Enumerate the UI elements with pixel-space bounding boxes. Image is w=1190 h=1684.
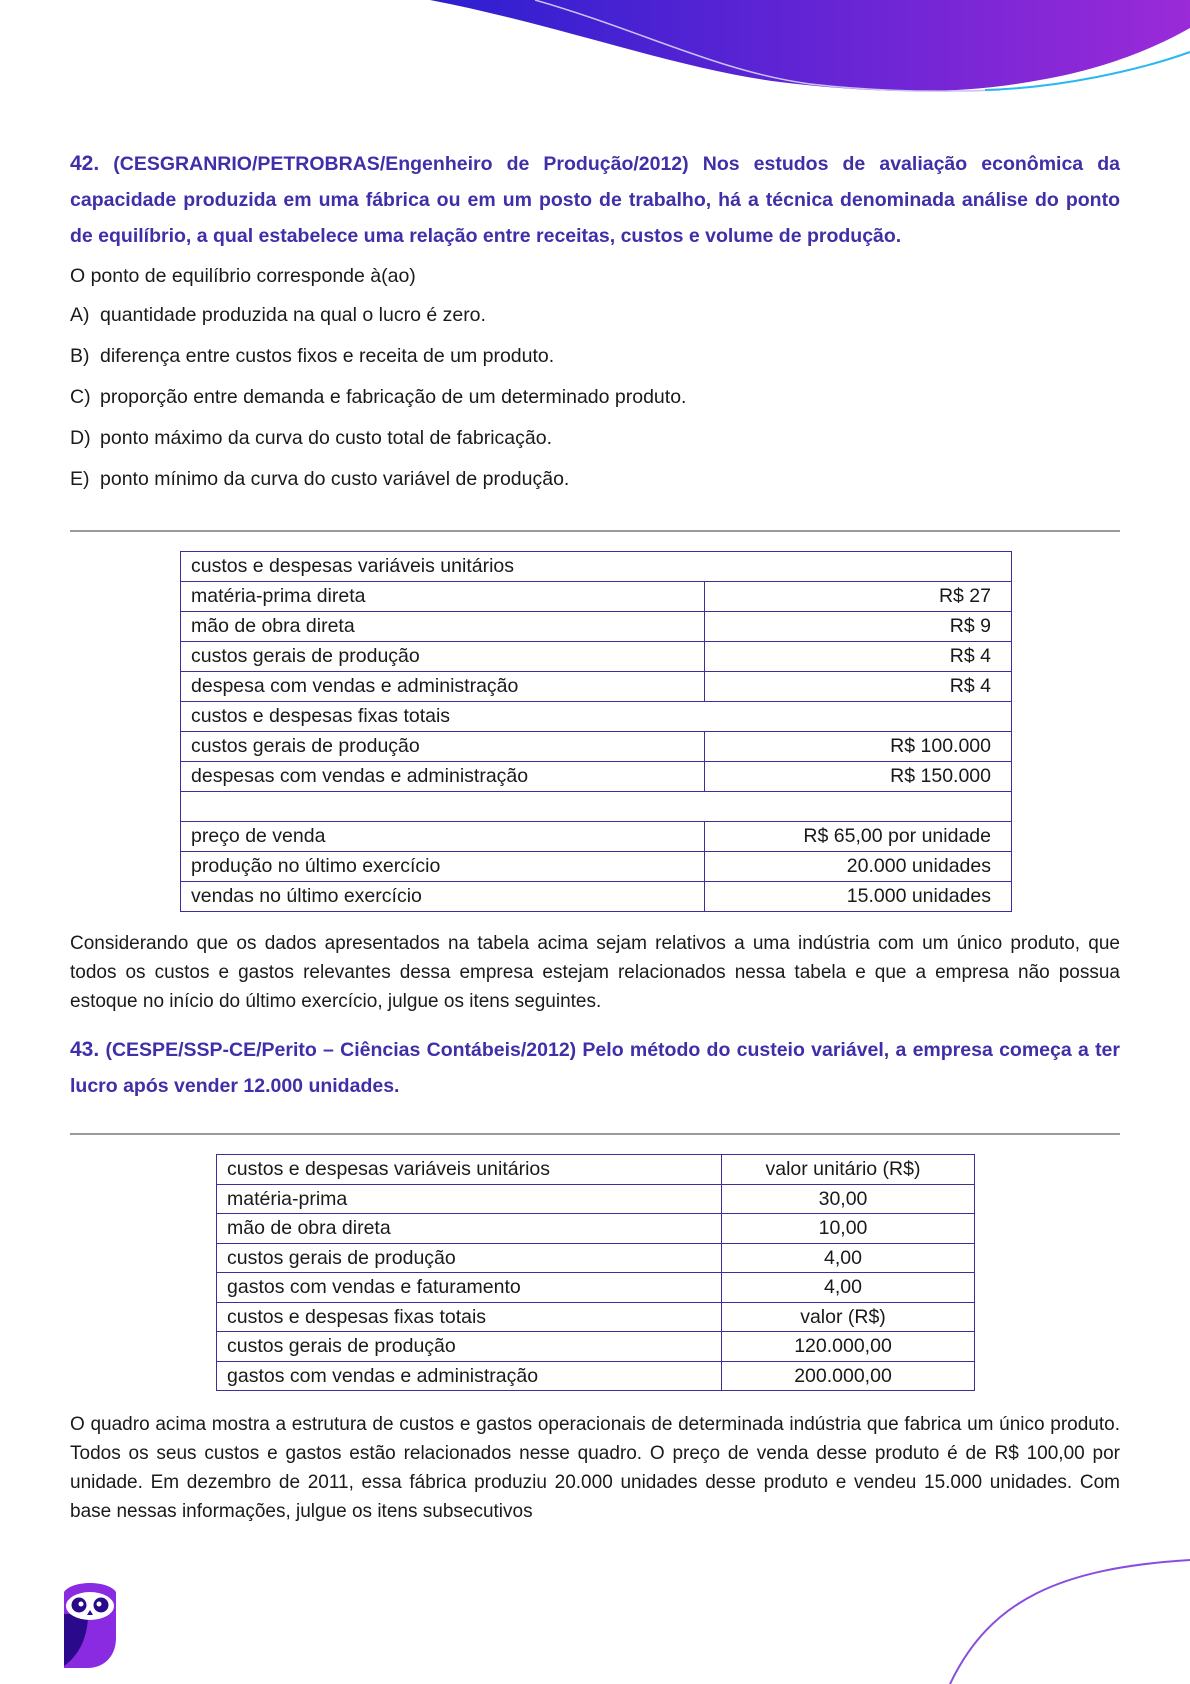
question-42-title	[70, 146, 1120, 254]
row-label: custos e despesas fixas totais	[181, 702, 1012, 732]
option-b[interactable]	[70, 345, 554, 368]
row-label	[181, 792, 1012, 822]
table-row	[217, 1155, 975, 1185]
row-label: mão de obra direta	[217, 1214, 722, 1244]
row-value: R$ 4	[705, 642, 1012, 672]
row-value: valor (R$)	[722, 1302, 975, 1332]
row-value: 4,00	[722, 1273, 975, 1303]
table-row	[217, 1332, 975, 1362]
row-label: despesas com vendas e administração	[181, 762, 705, 792]
section-divider	[70, 1133, 1120, 1135]
row-label: despesa com vendas e administração	[181, 672, 705, 702]
row-value: 120.000,00	[722, 1332, 975, 1362]
question-42-stem: O ponto de equilíbrio corresponde à(ao)	[70, 265, 416, 287]
row-label: custos gerais de produção	[181, 732, 705, 762]
table-row	[217, 1184, 975, 1214]
cost-table-1	[180, 551, 1012, 912]
option-letter: B)	[70, 345, 90, 367]
context-paragraph-2: O quadro acima mostra a estrutura de custos e gastos operacionais de determinada indústria que fabrica um único produto. Todos os seus custos e gastos estão relacionados nesse quadro. O preço de venda desse produto é de R$ 100,00 por unidade. Em dezembro de 2011, essa fábrica produziu 20.000 unidades desse produto e vendeu 15.000 unidades. Com base nessas informações, julgue os itens subsecutivos	[70, 1414, 1120, 1522]
row-label: custos gerais de produção	[217, 1332, 722, 1362]
row-label: matéria-prima	[217, 1184, 722, 1214]
option-text: proporção entre demanda e fabricação de um determinado produto.	[100, 386, 687, 408]
table-row	[181, 672, 1012, 702]
table-row	[181, 642, 1012, 672]
row-value: R$ 9	[705, 612, 1012, 642]
table-row	[217, 1302, 975, 1332]
table-row	[217, 1243, 975, 1273]
option-c[interactable]	[70, 386, 686, 409]
row-value: R$ 4	[705, 672, 1012, 702]
question-text: (CESGRANRIO/PETROBRAS/Engenheiro de Produção/2012) Nos estudos de avaliação econômica da capacidade produzida em uma fábrica ou em um posto de trabalho, há a técnica denominada análise do ponto de equilíbrio, a qual estabelece uma relação entre receitas, custos e volume de produção.	[70, 153, 1120, 247]
option-letter: E)	[70, 468, 90, 490]
option-d[interactable]	[70, 427, 552, 450]
question-43-title	[70, 1032, 1120, 1104]
option-text: quantidade produzida na qual o lucro é zero.	[100, 304, 486, 326]
row-label: custos gerais de produção	[217, 1243, 722, 1273]
row-value: 4,00	[722, 1243, 975, 1273]
table-row	[181, 582, 1012, 612]
row-value: R$ 65,00 por unidade	[705, 822, 1012, 852]
row-value: valor unitário (R$)	[722, 1155, 975, 1185]
header-wave-decoration	[0, 0, 1190, 110]
row-label: produção no último exercício	[181, 852, 705, 882]
row-value: 15.000 unidades	[705, 882, 1012, 912]
table-row	[217, 1214, 975, 1244]
row-label: gastos com vendas e faturamento	[217, 1273, 722, 1303]
cost-table-2	[216, 1154, 975, 1391]
row-value: 20.000 unidades	[705, 852, 1012, 882]
table-row	[181, 702, 1012, 732]
option-text: diferença entre custos fixos e receita de um produto.	[100, 345, 555, 367]
row-value: R$ 27	[705, 582, 1012, 612]
option-letter: A)	[70, 304, 90, 326]
row-label: preço de venda	[181, 822, 705, 852]
question-number: 42.	[70, 152, 100, 175]
row-value: 200.000,00	[722, 1361, 975, 1391]
table-row	[181, 882, 1012, 912]
row-value: R$ 100.000	[705, 732, 1012, 762]
section-divider	[70, 530, 1120, 532]
table-row	[217, 1361, 975, 1391]
row-label: mão de obra direta	[181, 612, 705, 642]
question-text: (CESPE/SSP-CE/Perito – Ciências Contábeis/2012) Pelo método do custeio variável, a empresa começa a ter lucro após vender 12.000 unidades.	[70, 1039, 1120, 1097]
table-row	[181, 552, 1012, 582]
row-label: vendas no último exercício	[181, 882, 705, 912]
row-label: matéria-prima direta	[181, 582, 705, 612]
table-row	[181, 612, 1012, 642]
option-e[interactable]	[70, 468, 569, 491]
question-number: 43.	[70, 1038, 100, 1061]
table-row	[181, 732, 1012, 762]
row-value: R$ 150.000	[705, 762, 1012, 792]
table-row	[181, 852, 1012, 882]
table-row	[181, 822, 1012, 852]
option-letter: D)	[70, 427, 91, 449]
table-row	[181, 792, 1012, 822]
row-label: custos e despesas variáveis unitários	[181, 552, 1012, 582]
option-letter: C)	[70, 386, 91, 408]
row-value: 30,00	[722, 1184, 975, 1214]
row-value: 10,00	[722, 1214, 975, 1244]
option-a[interactable]	[70, 304, 486, 327]
table-row	[181, 762, 1012, 792]
option-text: ponto máximo da curva do custo total de fabricação.	[100, 427, 553, 449]
footer-arc-decoration	[0, 1540, 1190, 1684]
table-row	[217, 1273, 975, 1303]
row-label: custos e despesas variáveis unitários	[217, 1155, 722, 1185]
context-paragraph-1: Considerando que os dados apresentados na tabela acima sejam relativos a uma indústria com um único produto, que todos os custos e gastos relevantes dessa empresa estejam relacionados nessa tabela e que a empresa não possua estoque no início do último exercício, julgue os itens seguintes.	[70, 933, 1120, 1012]
row-label: custos e despesas fixas totais	[217, 1302, 722, 1332]
row-label: gastos com vendas e administração	[217, 1361, 722, 1391]
option-text: ponto mínimo da curva do custo variável de produção.	[100, 468, 570, 490]
row-label: custos gerais de produção	[181, 642, 705, 672]
